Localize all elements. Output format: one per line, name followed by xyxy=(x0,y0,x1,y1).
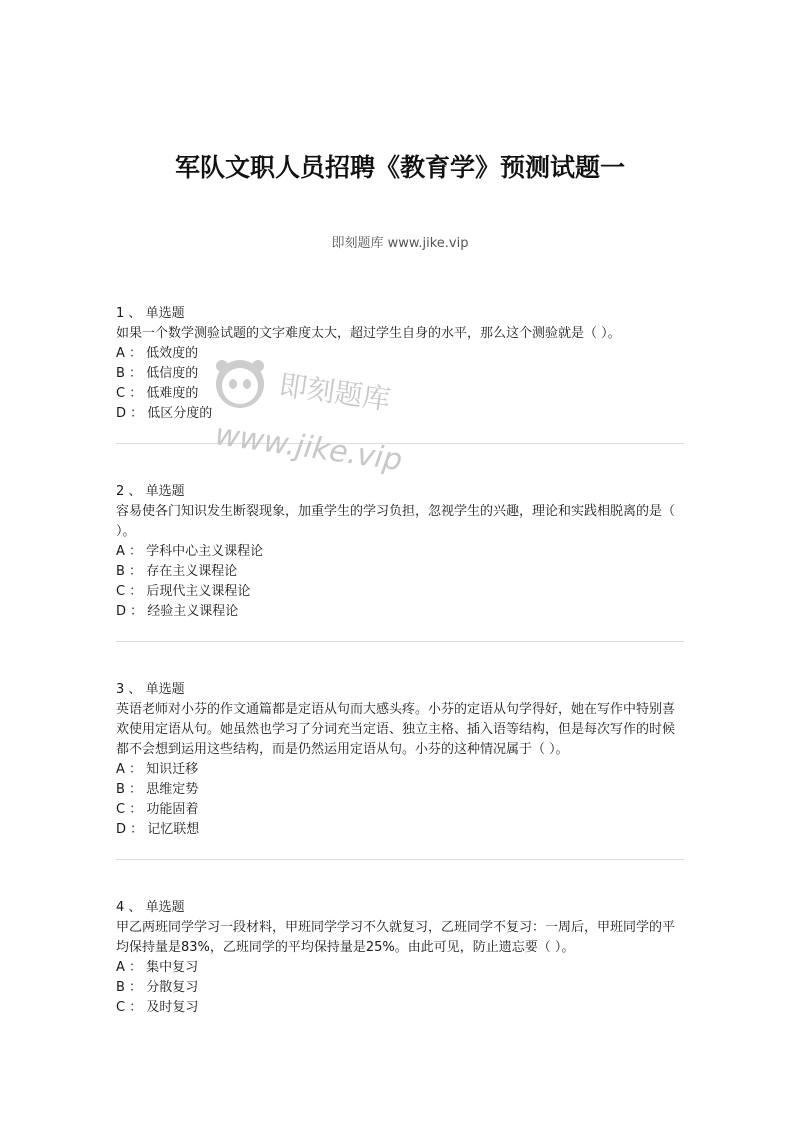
question-divider xyxy=(116,859,684,860)
answer-option: C ： 后现代主义课程论 xyxy=(116,584,251,599)
option-letter: A xyxy=(116,960,125,975)
answer-option: A ： 集中复习 xyxy=(116,960,199,975)
option-letter: A xyxy=(116,346,125,361)
page-subtitle: 即刻题库 www.jike.vip xyxy=(331,236,469,251)
option-text: 及时复习 xyxy=(146,1000,199,1015)
answer-option: A ： 学科中心主义课程论 xyxy=(116,544,264,559)
question-divider xyxy=(116,641,684,642)
question-item xyxy=(116,304,684,424)
option-text: 经验主义课程论 xyxy=(147,604,239,619)
option-text: 知识迁移 xyxy=(146,762,199,777)
answer-option: A ： 低效度的 xyxy=(116,346,199,361)
option-text: 思维定势 xyxy=(146,782,199,797)
question-number: 3 xyxy=(116,682,125,697)
question-type: 单选题 xyxy=(145,682,185,697)
question-stem: 如果一个数学测验试题的文字难度太大，超过学生自身的水平，那么这个测验就是（ ）。 xyxy=(116,326,621,341)
option-letter: A xyxy=(116,762,125,777)
question-item xyxy=(116,482,684,622)
page-title: 军队文职人员招聘《教育学》预测试题一 xyxy=(174,153,625,182)
option-letter: D xyxy=(116,822,127,837)
option-letter: C xyxy=(116,1000,126,1015)
question-item xyxy=(116,898,684,1018)
question-number: 1 xyxy=(116,306,125,321)
question-type: 单选题 xyxy=(145,306,185,321)
answer-option: B ： 分散复习 xyxy=(116,980,199,995)
question-item xyxy=(116,680,684,840)
question-stem: 甲乙两班同学学习一段材料，甲班同学学习不久就复习，乙班同学不复习：一周后，甲班同学的平均保持量是83%，乙班同学的平均保持量是25%。由此可见，防止遗忘要（ ）。 xyxy=(116,920,676,955)
answer-option: B ： 思维定势 xyxy=(116,782,199,797)
option-text: 低难度的 xyxy=(146,386,199,401)
option-letter: B xyxy=(116,980,125,995)
option-letter: C xyxy=(116,584,126,599)
question-header: 1 、 单选题 xyxy=(116,306,185,321)
answer-option: C ： 及时复习 xyxy=(116,1000,199,1015)
option-letter: C xyxy=(116,386,126,401)
question-header: 4 、 单选题 xyxy=(116,900,185,915)
question-divider xyxy=(116,443,684,444)
answer-option: D ： 低区分度的 xyxy=(116,406,213,421)
question-number: 2 xyxy=(116,484,125,499)
answer-option: D ： 经验主义课程论 xyxy=(116,604,239,619)
option-text: 低区分度的 xyxy=(147,406,213,421)
question-header: 2 、 单选题 xyxy=(116,484,185,499)
option-text: 分散复习 xyxy=(146,980,199,995)
watermark-cn-text: 即刻题库 xyxy=(277,368,393,417)
option-letter: B xyxy=(116,366,125,381)
option-text: 记忆联想 xyxy=(147,822,200,837)
answer-option: B ： 低信度的 xyxy=(116,366,199,381)
option-text: 后现代主义课程论 xyxy=(146,584,251,599)
option-letter: B xyxy=(116,782,125,797)
option-letter: D xyxy=(116,604,127,619)
option-text: 低效度的 xyxy=(146,346,199,361)
option-text: 存在主义课程论 xyxy=(146,564,238,579)
question-stem: 英语老师对小芬的作文通篇都是定语从句而大感头疼。小芬的定语从句学得好，她在写作中特别喜欢使用定语从句。她虽然也学习了分词充当定语、独立主格、插入语等结构，但是每次写作的时候都不会想到运用这些结构，而是仍然运用定语从句。小芬的这种情况属于（ ）。 xyxy=(116,702,676,757)
question-stem: 容易使各门知识发生断裂现象，加重学生的学习负担，忽视学生的兴趣，理论和实践相脱离的是（ ）。 xyxy=(116,504,676,539)
answer-option: B ： 存在主义课程论 xyxy=(116,564,238,579)
option-text: 学科中心主义课程论 xyxy=(146,544,264,559)
option-text: 低信度的 xyxy=(146,366,199,381)
question-number: 4 xyxy=(116,900,125,915)
answer-option: C ： 低难度的 xyxy=(116,386,199,401)
option-text: 功能固着 xyxy=(146,802,199,817)
option-letter: D xyxy=(116,406,127,421)
answer-option: C ： 功能固着 xyxy=(116,802,199,817)
question-header: 3 、 单选题 xyxy=(116,682,185,697)
option-letter: B xyxy=(116,564,125,579)
answer-option: D ： 记忆联想 xyxy=(116,822,200,837)
option-text: 集中复习 xyxy=(146,960,199,975)
watermark-url-text: www.jike.vip xyxy=(212,417,405,479)
question-type: 单选题 xyxy=(145,484,185,499)
answer-option: A ： 知识迁移 xyxy=(116,762,199,777)
question-type: 单选题 xyxy=(145,900,185,915)
option-letter: A xyxy=(116,544,125,559)
question-list xyxy=(116,304,684,1018)
option-letter: C xyxy=(116,802,126,817)
